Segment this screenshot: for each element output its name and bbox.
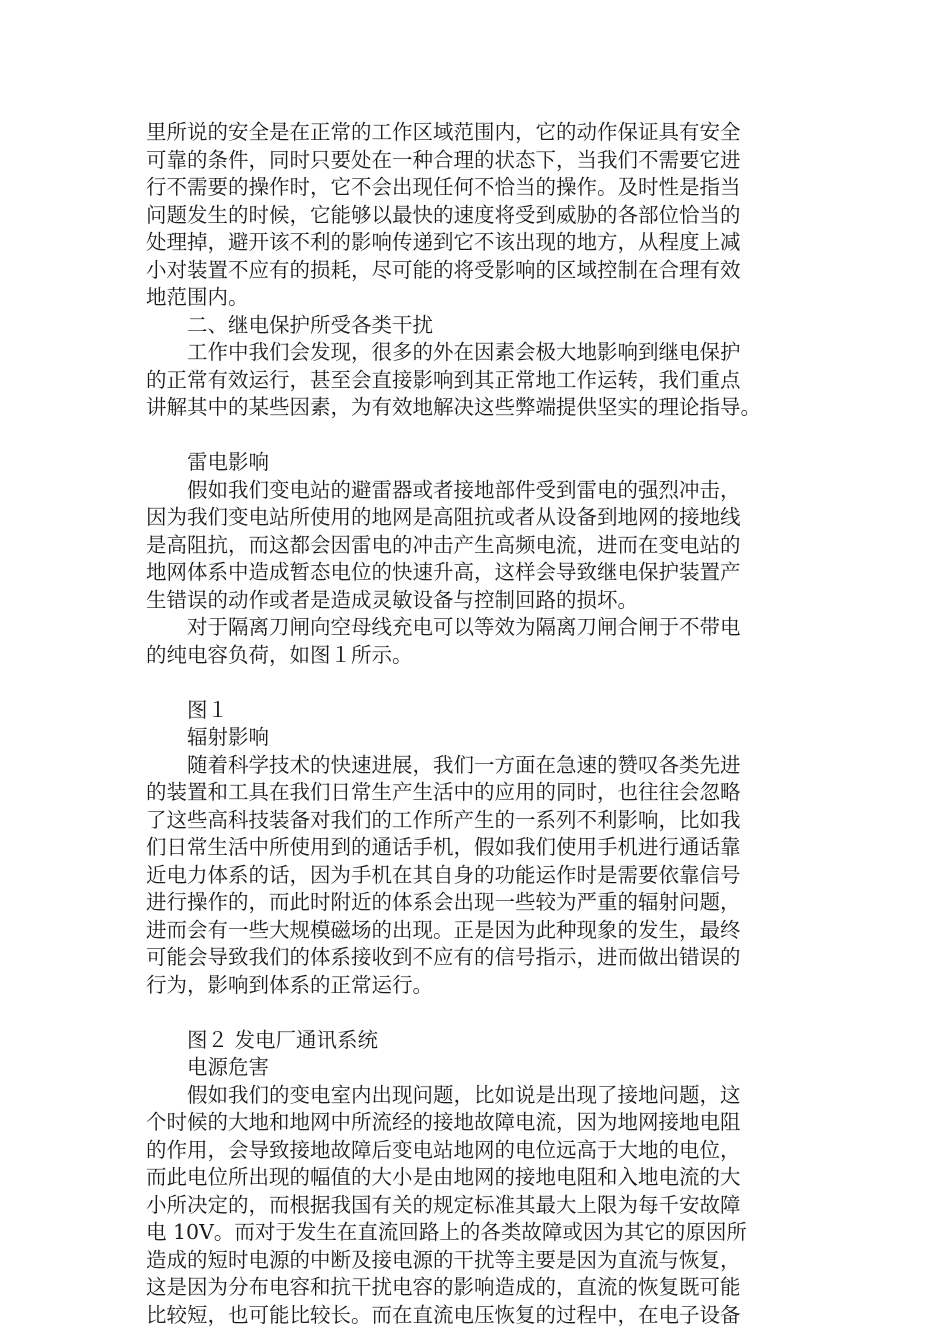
text-line: 行不需要的操作时，它不会出现任何不恰当的操作。及时性是指当	[146, 175, 741, 199]
text-line: 是高阻抗，而这都会因雷电的冲击产生高频电流，进而在变电站的	[146, 532, 741, 557]
paragraph	[146, 119, 806, 312]
text-line: 个时候的大地和地网中所流经的接地故障电流，因为地网接地电阻	[146, 1110, 741, 1134]
text-line: 的纯电容负荷，如图１所示。	[146, 642, 413, 667]
text-line: 工作中我们会发现，很多的外在因素会极大地影响到继电保护	[187, 340, 741, 364]
text-line: 二、继电保护所受各类干扰	[187, 312, 433, 337]
text-line: 里所说的安全是在正常的工作区域范围内，它的动作保证具有安全	[146, 120, 741, 144]
text-line: 辐射影响	[187, 725, 269, 749]
text-line: 而此电位所出现的幅值的大小是由地网的接地电阻和入地电流的大	[146, 1165, 741, 1189]
text-line: 对于隔离刀闸向空母线充电可以等效为隔离刀闸合闸于不带电	[187, 615, 741, 639]
text-line: 近电力体系的话，因为手机在其自身的功能运作时是需要依靠信号	[146, 862, 741, 887]
text-line: 小对装置不应有的损耗，尽可能的将受影响的区域控制在合理有效	[146, 257, 741, 282]
text-line: 可能会导致我们的体系接收到不应有的信号指示，进而做出错误的	[146, 945, 741, 969]
paragraph	[146, 477, 806, 615]
paragraph	[146, 339, 806, 422]
text-line: 假如我们的变电室内出现问题，比如说是出现了接地问题，这	[187, 1082, 741, 1107]
paragraph	[146, 614, 806, 669]
text-line: 地范围内。	[146, 285, 249, 309]
text-line: 处理掉，避开该不利的影响传递到它不该出现的地方，从程度上减	[146, 230, 741, 254]
text-line: 比较短，也可能比较长。而在直流电压恢复的过程中，在电子设备	[146, 1302, 741, 1327]
text-line: 造成的短时电源的中断及接电源的干扰等主要是因为直流与恢复，	[146, 1247, 741, 1272]
text-line: 可靠的条件，同时只要处在一种合理的状态下，当我们不需要它进	[146, 147, 741, 172]
text-line: 电 10V。而对于发生在直流回路上的各类故障或因为其它的原因所	[146, 1220, 747, 1244]
text-line: 随着科学技术的快速进展，我们一方面在急速的赞叹各类先进	[187, 752, 741, 777]
text-line: 电源危害	[187, 1055, 269, 1079]
text-line: 的正常有效运行，甚至会直接影响到其正常地工作运转，我们重点	[146, 367, 741, 392]
text-line: 行为，影响到体系的正常运行。	[146, 972, 433, 997]
paragraph	[146, 752, 806, 1000]
text-line: 讲解其中的某些因素，为有效地解决这些弊端提供坚实的理论指导。	[146, 395, 761, 419]
section-heading	[146, 697, 806, 725]
text-line: 雷电影响	[187, 450, 269, 474]
paragraph	[146, 1082, 806, 1330]
text-line: 图１	[187, 697, 228, 722]
text-line: 的装置和工具在我们日常生产生活中的应用的同时，也往往会忽略	[146, 780, 741, 804]
section-heading	[146, 312, 806, 340]
text-line: 的作用，会导致接地故障后变电站地网的电位远高于大地的电位，	[146, 1137, 741, 1162]
text-line: 这是因为分布电容和抗干扰电容的影响造成的，直流的恢复既可能	[146, 1275, 741, 1299]
blank-line	[146, 422, 806, 450]
text-line: 假如我们变电站的避雷器或者接地部件受到雷电的强烈冲击，	[187, 477, 741, 502]
text-line: 生错误的动作或者是造成灵敏设备与控制回路的损坏。	[146, 587, 638, 612]
blank-line	[146, 999, 806, 1027]
section-heading	[146, 1027, 806, 1055]
text-line: 地网体系中造成暂态电位的快速升高，这样会导致继电保护装置产	[146, 560, 741, 584]
text-line: 进而会有一些大规模磁场的出现。正是因为此种现象的发生，最终	[146, 917, 741, 942]
text-line: 了这些高科技装备对我们的工作所产生的一系列不利影响，比如我	[146, 807, 741, 832]
blank-line	[146, 669, 806, 697]
section-heading	[146, 724, 806, 752]
section-heading	[146, 1054, 806, 1082]
text-line: 进行操作的，而此时附近的体系会出现一些较为严重的辐射问题，	[146, 890, 741, 914]
document-page	[146, 119, 806, 1329]
section-heading	[146, 449, 806, 477]
text-line: 因为我们变电站所使用的地网是高阻抗或者从设备到地网的接地线	[146, 505, 741, 529]
text-line: 问题发生的时候，它能够以最快的速度将受到威胁的各部位恰当的	[146, 202, 741, 227]
text-line: 图２ 发电厂通讯系统	[187, 1027, 379, 1052]
text-line: 们日常生活中所使用到的通话手机，假如我们使用手机进行通话靠	[146, 835, 741, 859]
text-line: 小所决定的，而根据我国有关的规定标准其最大上限为每千安故障	[146, 1192, 741, 1217]
